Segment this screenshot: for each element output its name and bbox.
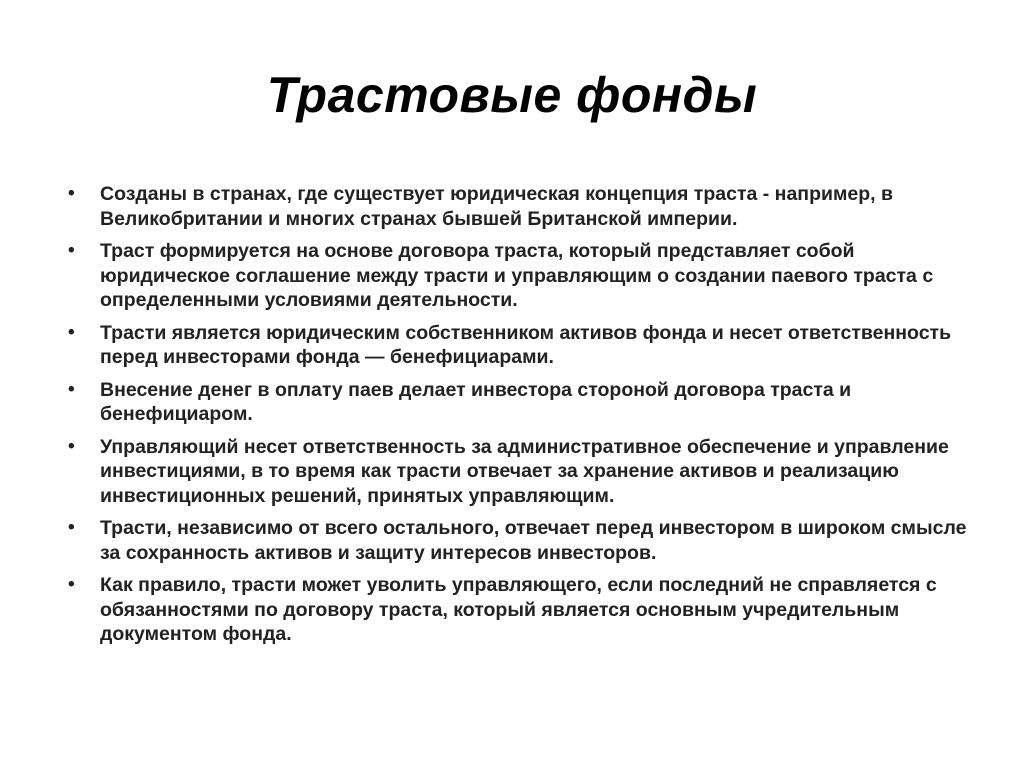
bullet-text: Траст формируется на основе договора траста, который представляет собой юридическое соглашение между трасти и управляющим о создании паевого траста с определенными условиями деятельности. [100, 240, 934, 311]
bullet-item [68, 516, 968, 565]
bullet-icon: • [68, 574, 75, 595]
bullet-item [68, 321, 968, 370]
bullet-item [68, 573, 968, 647]
bullet-text: Трасти является юридическим собственником активов фонда и несет ответственность перед инвесторами фонда — бенефициарами. [100, 321, 952, 368]
bullet-icon: • [68, 435, 75, 457]
bullet-item [68, 239, 968, 313]
bullet-text: Управляющий несет ответственность за административное обеспечение и управление инвестициями, в то время как трасти отвечает за хранение активов и реализацию инвестиционных решений, принятых управляющим. [100, 435, 949, 507]
bullet-item [68, 182, 968, 231]
bullet-icon: • [68, 183, 75, 204]
bullet-icon: • [68, 517, 75, 538]
bullet-icon: • [68, 378, 75, 400]
bullet-text: Трасти, независимо от всего остального, отвечает перед инвестором в широком смысле за сохранность активов и защиту интересов инвесторов. [100, 517, 967, 564]
bullet-item [68, 378, 968, 427]
bullet-list [68, 182, 968, 655]
slide-title: Трастовые фонды [266, 67, 758, 123]
bullet-item [68, 435, 968, 509]
bullet-text: Внесение денег в оплату паев делает инвестора стороной договора траста и бенефициаром. [100, 378, 852, 425]
bullet-text: Как правило, трасти может уволить управляющего, если последний не справляется с обязанностями по договору траста, который является основным учредительным документом фонда. [100, 574, 937, 645]
bullet-text: Созданы в странах, где существует юридическая концепция траста - например, в Великобритании и многих странах бывшей Британской империи. [100, 183, 893, 230]
bullet-icon: • [68, 321, 75, 343]
bullet-icon: • [68, 240, 75, 261]
